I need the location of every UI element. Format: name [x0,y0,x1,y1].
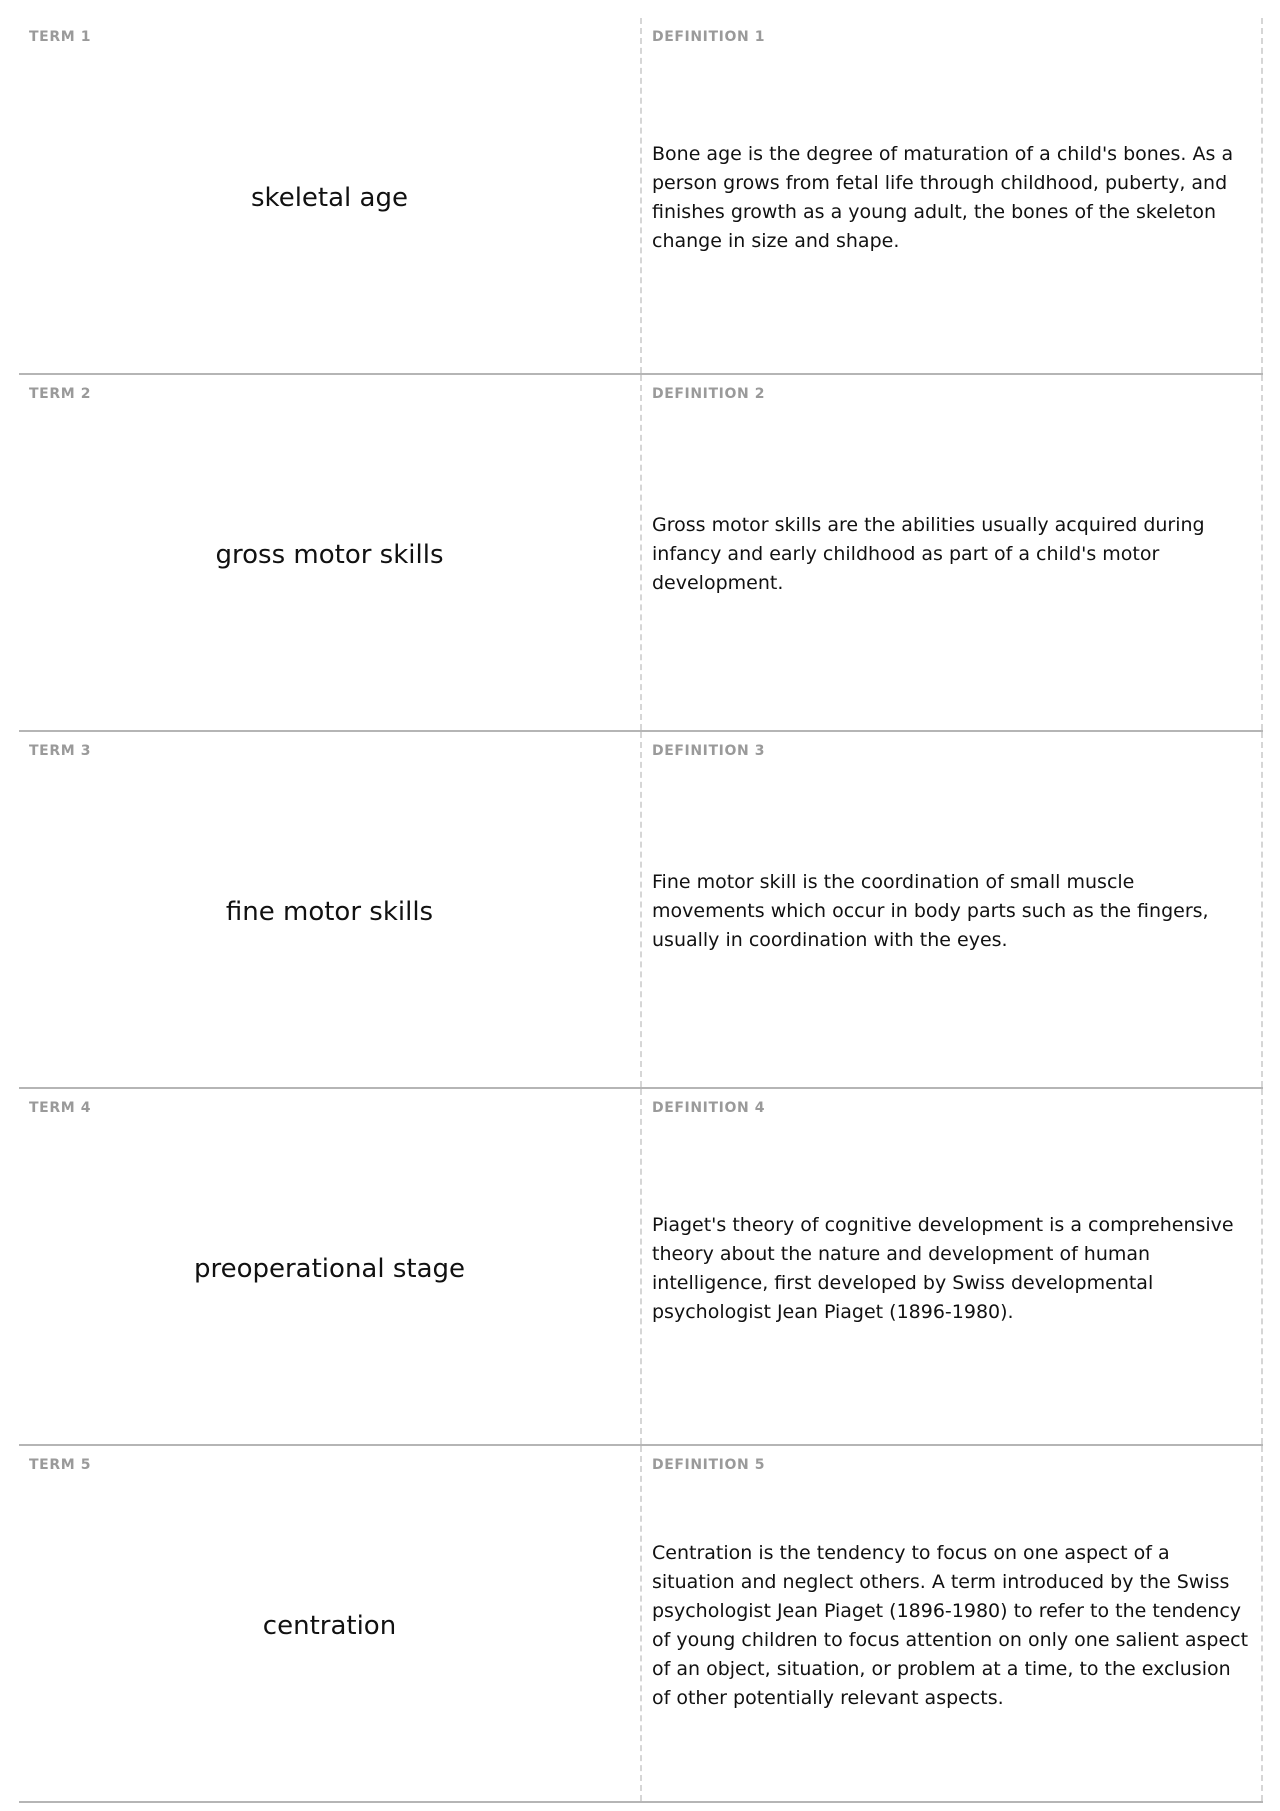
definition-label: DEFINITION 1 [652,29,766,45]
flashcard-row [19,1089,1263,1446]
term-label: TERM 2 [29,386,92,402]
flashcard-row [19,1446,1263,1803]
definition-text: Fine motor skill is the coordination of small muscle movements which occur in body parts such as the fingers, usually in coordination with the eyes. [652,871,1209,951]
term-label: TERM 5 [29,1457,92,1473]
definition-cell [642,375,1263,730]
term-label: TERM 4 [29,1100,92,1116]
term-cell [19,732,642,1087]
definition-label: DEFINITION 3 [652,743,766,759]
term-label: TERM 3 [29,743,92,759]
term-cell [19,1446,642,1801]
definition-text-container [652,18,1251,373]
definition-text: Bone age is the degree of maturation of a child's bones. As a person grows from fetal life through childhood, puberty, and finishes growth as a young adult, the bones of the skeleton change in size and shape. [652,142,1234,252]
term-cell [19,375,642,730]
flashcard-sheet [19,18,1263,1803]
definition-label: DEFINITION 2 [652,386,766,402]
definition-cell [642,1446,1263,1801]
definition-label: DEFINITION 4 [652,1100,766,1116]
flashcard-row [19,18,1263,375]
definition-cell [642,732,1263,1087]
term-text: skeletal age [251,182,408,213]
definition-text-container [652,1446,1251,1801]
definition-label: DEFINITION 5 [652,1457,766,1473]
flashcard-row [19,732,1263,1089]
term-cell [19,18,642,373]
definition-text-container [652,1089,1251,1444]
definition-text-container [652,375,1251,730]
term-text: centration [262,1610,397,1641]
flashcard-row [19,375,1263,732]
term-label: TERM 1 [29,29,92,45]
term-text: preoperational stage [193,1253,466,1284]
definition-text: Gross motor skills are the abilities usually acquired during infancy and early childhood as part of a child's motor development. [652,514,1205,594]
definition-text: Centration is the tendency to focus on one aspect of a situation and neglect others. A term introduced by the Swiss psychologist Jean Piaget (1896-1980) to refer to the tendency of young children to focus attention on only one salient aspect of an object, situation, or problem at a time, to the exclusion of other potentially relevant aspects. [652,1541,1249,1709]
definition-text: Piaget's theory of cognitive development is a comprehensive theory about the nature and development of human intelligence, first developed by Swiss developmental psychologist Jean Piaget (1896-1980). [652,1213,1234,1323]
term-text: fine motor skills [225,896,434,927]
definition-text-container [652,732,1251,1087]
term-text: gross motor skills [215,539,444,570]
term-cell [19,1089,642,1444]
definition-cell [642,18,1263,373]
definition-cell [642,1089,1263,1444]
